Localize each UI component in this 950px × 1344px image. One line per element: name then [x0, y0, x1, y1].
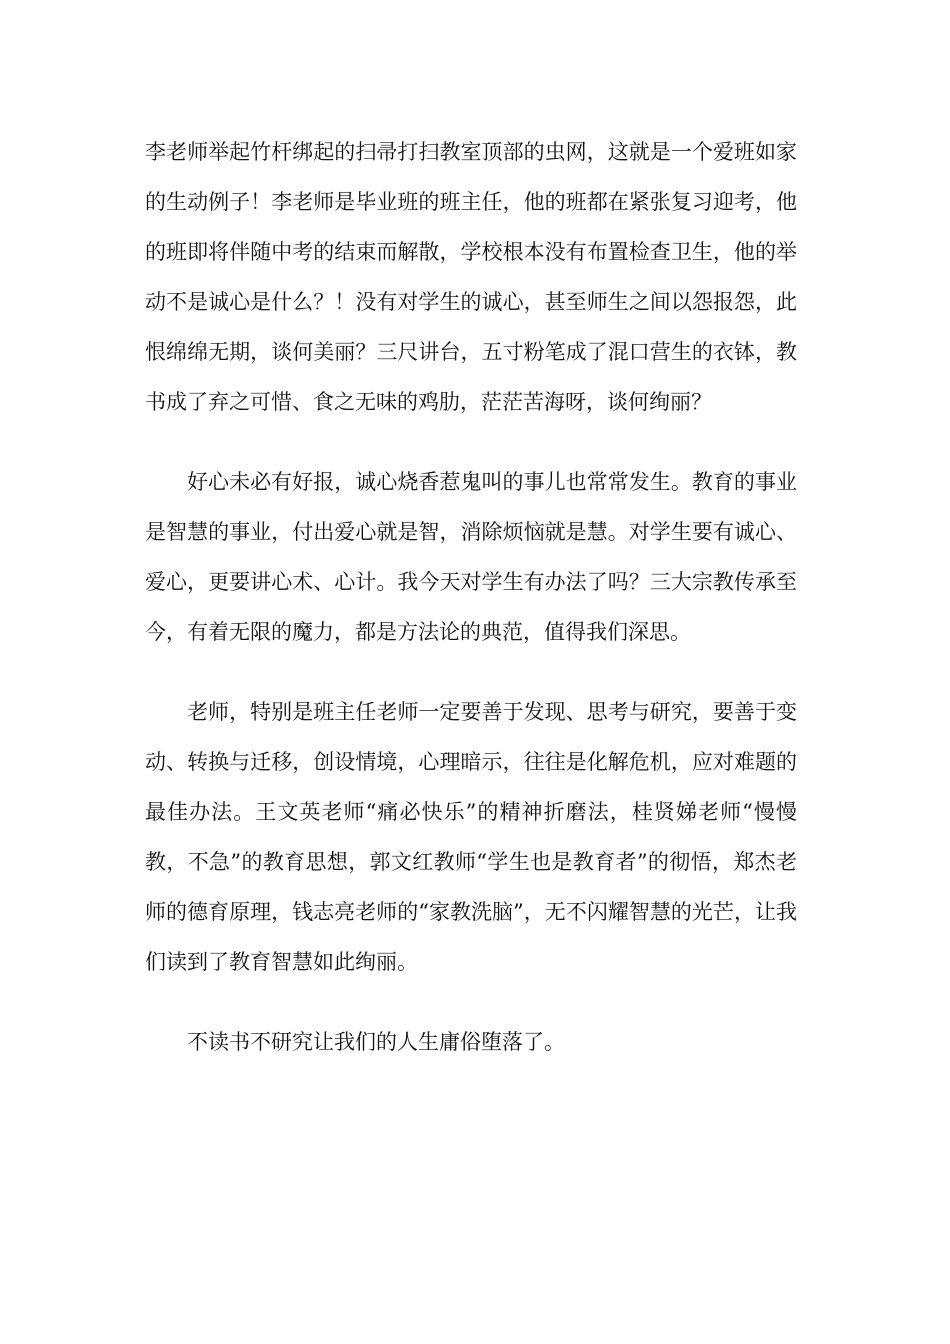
- paragraph-2: 好心未必有好报，诚心烧香惹鬼叫的事儿也常常发生。教育的事业是智慧的事业，付出爱心就是智，消除烦恼就是慧。对学生要有诚心、爱心，更要讲心术、心计。我今天对学生有办法了吗？三大宗教传承至今，有着无限的魔力，都是方法论的典范，值得我们深思。: [145, 470, 797, 644]
- paragraph-3: 老师，特别是班主任老师一定要善于发现、思考与研究，要善于变动、转换与迁移，创设情境，心理暗示，往往是化解危机，应对难题的最佳办法。王文英老师“痛必快乐”的精神折磨法，桂贤娣老师“慢慢教，不急”的教育思想，郭文红教师“学生也是教育者”的彻悟，郑杰老师的德育原理，钱志亮老师的“家教洗脑”，无不闪耀智慧的光芒，让我们读到了教育智慧如此绚丽。: [145, 700, 797, 974]
- paragraph-4: 不读书不研究让我们的人生庸俗堕落了。: [187, 1030, 565, 1054]
- document-body: [145, 127, 797, 1097]
- paragraph-1: 李老师举起竹杆绑起的扫帚打扫教室顶部的虫网，这就是一个爱班如家的生动例子！李老师是毕业班的班主任，他的班都在紧张复习迎考，他的班即将伴随中考的结束而解散，学校根本没有布置检查卫生，他的举动不是诚心是什么？！没有对学生的诚心，甚至师生之间以怨报怨，此恨绵绵无期，谈何美丽？三尺讲台，五寸粉笔成了混口营生的衣钵，教书成了弃之可惜、食之无味的鸡肋，茫茫苦海呀，谈何绚丽？: [145, 140, 797, 414]
